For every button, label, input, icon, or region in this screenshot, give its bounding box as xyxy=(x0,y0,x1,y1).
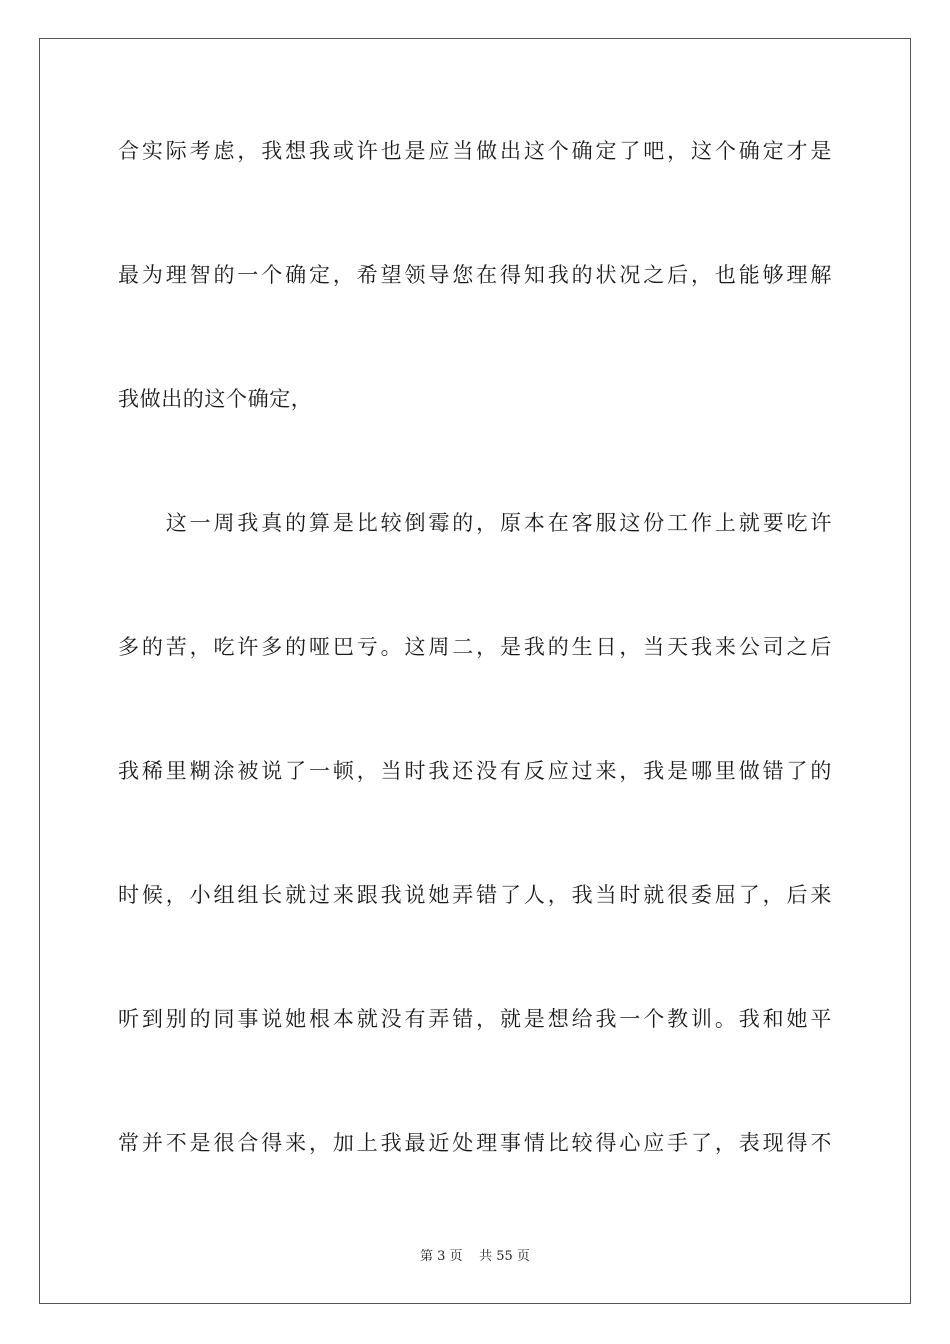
text-line: 这一周我真的算是比较倒霉的，原本在客服这份工作上就要吃许 xyxy=(118,511,832,535)
page-footer xyxy=(0,1248,950,1266)
text-line: 我做出的这个确定， xyxy=(118,387,313,411)
text-line: 听到别的同事说她根本就没有弄错，就是想给我一个教训。我和她平 xyxy=(118,1007,832,1031)
text-line: 合实际考虑，我想我或许也是应当做出这个确定了吧，这个确定才是 xyxy=(118,139,832,163)
total-pages: 共 55 页 xyxy=(479,1249,530,1264)
text-line: 最为理智的一个确定，希望领导您在得知我的状况之后，也能够理解 xyxy=(118,263,832,287)
page-border xyxy=(39,38,911,1304)
page-number: 第 3 页 xyxy=(420,1249,463,1264)
text-line: 时候，小组组长就过来跟我说她弄错了人，我当时就很委屈了，后来 xyxy=(118,883,832,907)
text-line: 我稀里糊涂被说了一顿，当时我还没有反应过来，我是哪里做错了的 xyxy=(118,759,832,783)
text-line: 常并不是很合得来，加上我最近处理事情比较得心应手了，表现得不 xyxy=(118,1131,832,1155)
text-line: 多的苦，吃许多的哑巴亏。这周二，是我的生日，当天我来公司之后 xyxy=(118,635,832,659)
